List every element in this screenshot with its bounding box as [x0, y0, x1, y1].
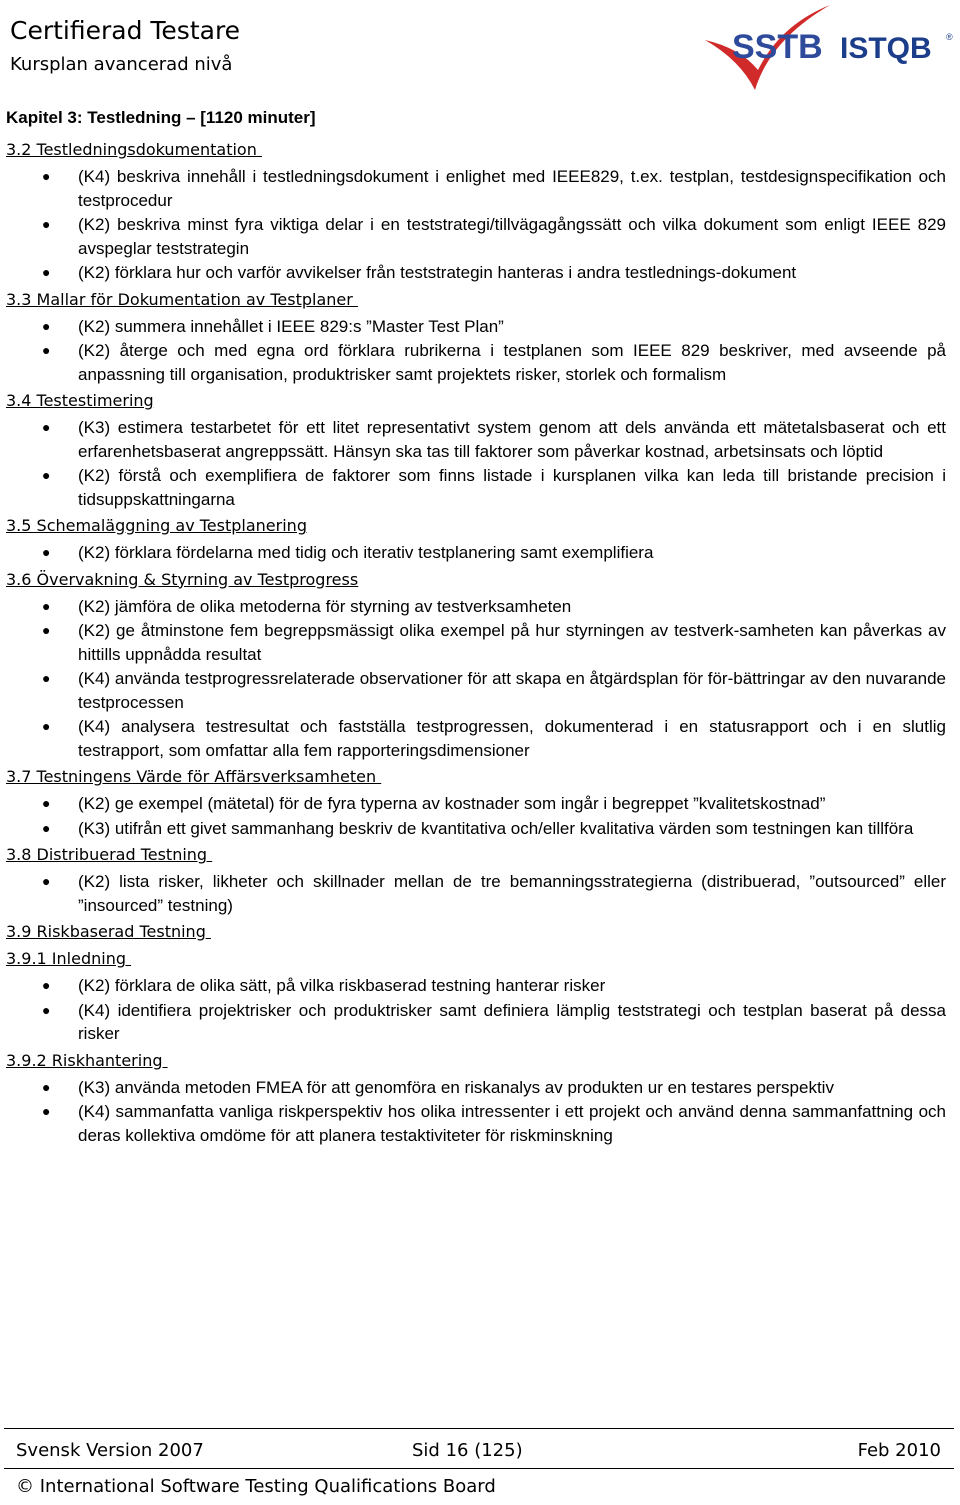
section-heading: 3.3 Mallar för Dokumentation av Testplaner	[6, 289, 358, 309]
list-item-text: (K4) analysera testresultat och fastställa testprogressen, dokumenterad i en statusrapport och i en slutlig testrapport, som omfattar alla fem rapporteringsdimensioner	[78, 717, 946, 760]
bullet-icon: ●	[42, 317, 51, 334]
list-item	[6, 870, 946, 917]
list-item-text: (K2) förstå och exemplifiera de faktorer som finns listade i kursplanen vilka kan leda till bristande precision i tidsuppskattningarna	[78, 466, 946, 509]
bullet-icon: ●	[42, 264, 51, 280]
main-content	[6, 106, 946, 1148]
bullet-icon: ●	[42, 419, 51, 435]
list-item	[6, 541, 946, 565]
logo-sstb-text: SSTB	[732, 28, 823, 66]
bullet-icon: ●	[42, 168, 51, 184]
list-item-text: (K4) identifiera projektrisker och produktrisker samt definiera lämplig teststrategi och testplan baserat på dessa risker	[78, 1000, 946, 1043]
list-item-text: (K4) beskriva innehåll i testledningsdokument i enlighet med IEEE829, t.ex. testplan, testdesignspecifikation och testprocedur	[78, 167, 946, 210]
bullet-icon: ●	[42, 342, 51, 358]
bullet-icon: ●	[42, 670, 51, 686]
footer-page-number: Sid 16 (125)	[412, 1440, 523, 1461]
bullet-icon: ●	[42, 1001, 51, 1018]
page-header	[0, 0, 960, 100]
bullet-icon: ●	[42, 873, 51, 889]
section-heading: 3.9 Riskbaserad Testning	[6, 922, 211, 941]
bullet-icon: ●	[42, 622, 51, 638]
list-item	[6, 339, 946, 386]
section-list	[6, 138, 946, 1147]
list-item-text: (K2) återge och med egna ord förklara rubrikerna i testplanen som IEEE 829 beskriver, med avseende på anpassning till organisation, produktrisker samt projektets risker, storlek och formalism	[78, 341, 946, 384]
list-item	[6, 667, 946, 714]
bullet-icon: ●	[42, 467, 51, 483]
list-item	[6, 213, 946, 260]
objective-list	[6, 1076, 946, 1148]
list-item-text: (K3) utifrån ett givet sammanhang beskriv de kvantitativa och/eller kvalitativa värden som testningen kan tillföra	[78, 818, 914, 838]
objective-list	[6, 870, 946, 917]
bullet-icon: ●	[42, 819, 51, 836]
section-heading: 3.4 Testestimering	[6, 391, 154, 410]
list-item-text: (K2) lista risker, likheter och skillnader mellan de tre bemanningsstrategierna (distribuerad, ”outsourced” eller ”insourced” testning)	[78, 872, 946, 915]
footer-divider-2	[4, 1468, 954, 1469]
list-item	[6, 165, 946, 212]
bullet-icon: ●	[42, 795, 51, 811]
list-item-text: (K2) beskriva minst fyra viktiga delar i en teststrategi/tillvägagångssätt och vilka dokument som enligt IEEE 829 avspeglar teststrategin	[78, 215, 946, 258]
list-item	[6, 595, 946, 619]
objective-list	[6, 315, 946, 387]
section-heading: 3.5 Schemaläggning av Testplanering	[6, 516, 307, 535]
section-heading: 3.8 Distribuerad Testning	[6, 845, 213, 864]
list-item-text: (K2) ge exempel (mätetal) för de fyra typerna av kostnader som ingår i begreppet ”kvalitetskostnad”	[78, 794, 826, 813]
objective-list	[6, 165, 946, 285]
list-item-text: (K2) summera innehållet i IEEE 829:s ”Master Test Plan”	[78, 316, 504, 336]
list-item-text: (K3) estimera testarbetet för ett litet representativt system genom att dels använda ett mätetalsbaserat och ett erfarenhetsbaserat angreppssätt. Hänsyn ska tas till faktorer som påverkar kostnad, arbetsinsats och löptid	[78, 418, 946, 461]
list-item	[6, 619, 946, 666]
bullet-icon: ●	[42, 1103, 51, 1119]
footer-version: Svensk Version 2007	[16, 1440, 204, 1461]
list-item-text: (K2) jämföra de olika metoderna för styrning av testverksamheten	[78, 596, 572, 616]
section-heading: 3.9.2 Riskhantering	[6, 1050, 168, 1070]
list-item-text: (K2) förklara fördelarna med tidig och iterativ testplanering samt exemplifiera	[78, 543, 654, 562]
section-heading: 3.7 Testningens Värde för Affärsverksamheten	[6, 767, 382, 786]
list-item	[6, 416, 946, 463]
header-subtitle: Kursplan avancerad nivå	[10, 54, 233, 75]
list-item-text: (K2) ge åtminstone fem begreppsmässigt olika exempel på hur styrningen av testverk-samheten kan påverkas av hittills uppnådda resultat	[78, 621, 946, 664]
bullet-icon: ●	[42, 1078, 51, 1095]
list-item	[6, 715, 946, 762]
bullet-icon: ●	[42, 718, 51, 734]
list-item	[6, 261, 946, 285]
list-item-text: (K2) förklara de olika sätt, på vilka riskbaserad testning hanterar risker	[78, 976, 606, 995]
list-item	[6, 1076, 946, 1100]
section-heading: 3.6 Övervakning & Styrning av Testprogress	[6, 569, 359, 589]
header-title: Certifierad Testare	[10, 16, 241, 45]
section-heading: 3.2 Testledningsdokumentation	[6, 140, 262, 159]
objective-list	[6, 541, 946, 565]
list-item	[6, 792, 946, 816]
list-item	[6, 1100, 946, 1147]
list-item-text: (K4) använda testprogressrelaterade observationer för att skapa en åtgärdsplan för för-bättringar av den nuvarande testprocessen	[78, 669, 946, 712]
list-item	[6, 999, 946, 1046]
footer-divider	[4, 1428, 954, 1429]
footer-copyright: © International Software Testing Qualifications Board	[16, 1476, 496, 1497]
footer-date: Feb 2010	[857, 1440, 941, 1461]
list-item	[6, 817, 946, 841]
objective-list	[6, 595, 946, 763]
bullet-icon: ●	[42, 597, 51, 614]
bullet-icon: ●	[42, 216, 51, 232]
bullet-icon: ●	[42, 544, 51, 560]
list-item-text: (K3) använda metoden FMEA för att genomföra en riskanalys av produkten ur en testares perspektiv	[78, 1077, 834, 1097]
list-item	[6, 974, 946, 998]
section-heading: 3.9.1 Inledning	[6, 949, 132, 968]
list-item-text: (K2) förklara hur och varför avvikelser från teststrategin hanteras i andra testlednings-dokument	[78, 263, 797, 282]
list-item	[6, 315, 946, 339]
list-item	[6, 464, 946, 511]
bullet-icon: ●	[42, 977, 51, 993]
logo-istqb-text: ISTQB	[840, 32, 932, 65]
objective-list	[6, 416, 946, 511]
chapter-heading: Kapitel 3: Testledning – [1120 minuter]	[6, 108, 316, 127]
list-item-text: (K4) sammanfatta vanliga riskperspektiv hos olika intressenter i ett projekt och använd denna sammanfattning och deras kollektiva omdöme för att planera testaktiviteter för riskminskning	[78, 1102, 946, 1145]
objective-list	[6, 792, 946, 840]
logo-tm-text: ®	[946, 32, 953, 42]
sstb-istqb-logo	[700, 0, 960, 95]
objective-list	[6, 974, 946, 1046]
